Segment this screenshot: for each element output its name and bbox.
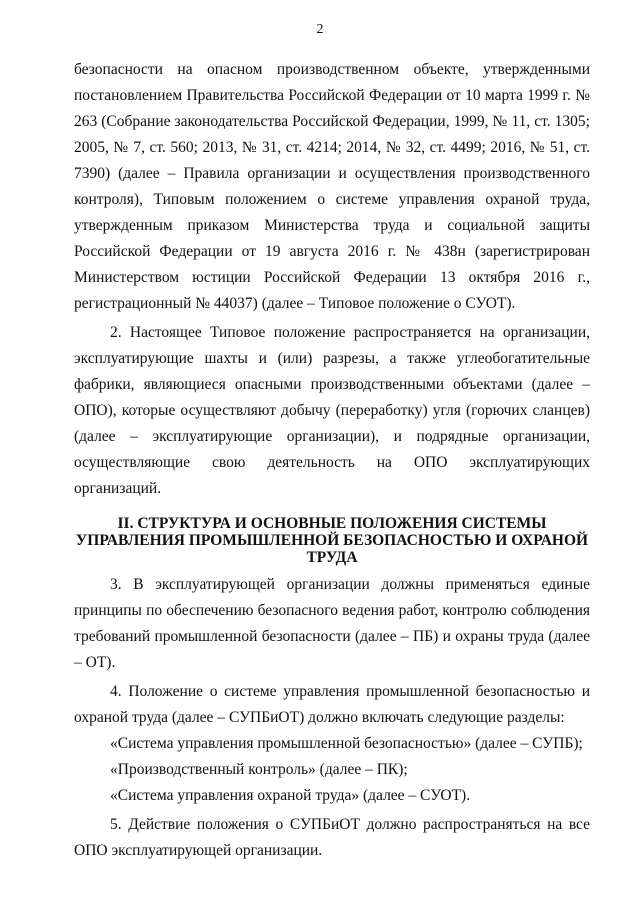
paragraph-continuation: безопасности на опасном производственном объекте, утвержденными постановлением Правительства Российской Федерации от 10 марта 1999 г. № 263 (Собрание законодательства Российской Федерации, 1999, № 11, ст. 1305; 2005, № 7, ст. 560; 2013, № 31, ст. 4214; 2014, № 32, ст. 4499; 2016, № 51, ст. 7390) (далее – Правила организации и осуществления производственного контроля), Типовым положением о системе управления охраной труда, утвержденным приказом Министерства труда и социальной защиты Российской Федерации от 19 августа 2016 г. № 438н (зарегистрирован Министерством юстиции Российской Федерации 13 октября 2016 г., регистрационный № 44037) (далее – Типовое положение о СУОТ). (74, 61, 590, 312)
page-number: 2 (316, 22, 324, 37)
paragraph-4: 4. Положение о системе управления промышленной безопасностью и охраной труда (далее – СУПБиОТ) должно включать следующие разделы: (74, 683, 590, 726)
paragraph-3: 3. В эксплуатирующей организации должны применяться единые принципы по обеспечению безопасного ведения работ, контролю соблюдения требований промышленной безопасности (далее – ПБ) и охраны труда (далее – ОТ). (74, 576, 590, 671)
section-heading: II. СТРУКТУРА И ОСНОВНЫЕ ПОЛОЖЕНИЯ СИСТЕМЫ УПРАВЛЕНИЯ ПРОМЫШЛЕННОЙ БЕЗОПАСНОСТЬЮ И ОХРАНОЙ ТРУДА (75, 515, 589, 566)
paragraph-2: 2. Настоящее Типовое положение распространяется на организации, эксплуатирующие шахты и (или) разрезы, а также углеобогатительные фабрики, являющиеся опасными производственными объектами (далее – ОПО), которые осуществляют добычу (переработку) угля (горючих сланцев) (далее – эксплуатирующие организации), и подрядные организации, осуществляющие свою деятельность на ОПО эксплуатирующих организаций. (74, 324, 590, 497)
list-item-supb: «Система управления промышленной безопасностью» (далее – СУПБ); (110, 735, 583, 752)
document-body (74, 57, 590, 864)
paragraph-5: 5. Действие положения о СУПБиОТ должно распространяться на все ОПО эксплуатирующей организации. (74, 816, 590, 859)
list-item-suot: «Система управления охраной труда» (далее – СУОТ). (110, 787, 471, 804)
list-item-pk: «Производственный контроль» (далее – ПК); (110, 761, 408, 778)
